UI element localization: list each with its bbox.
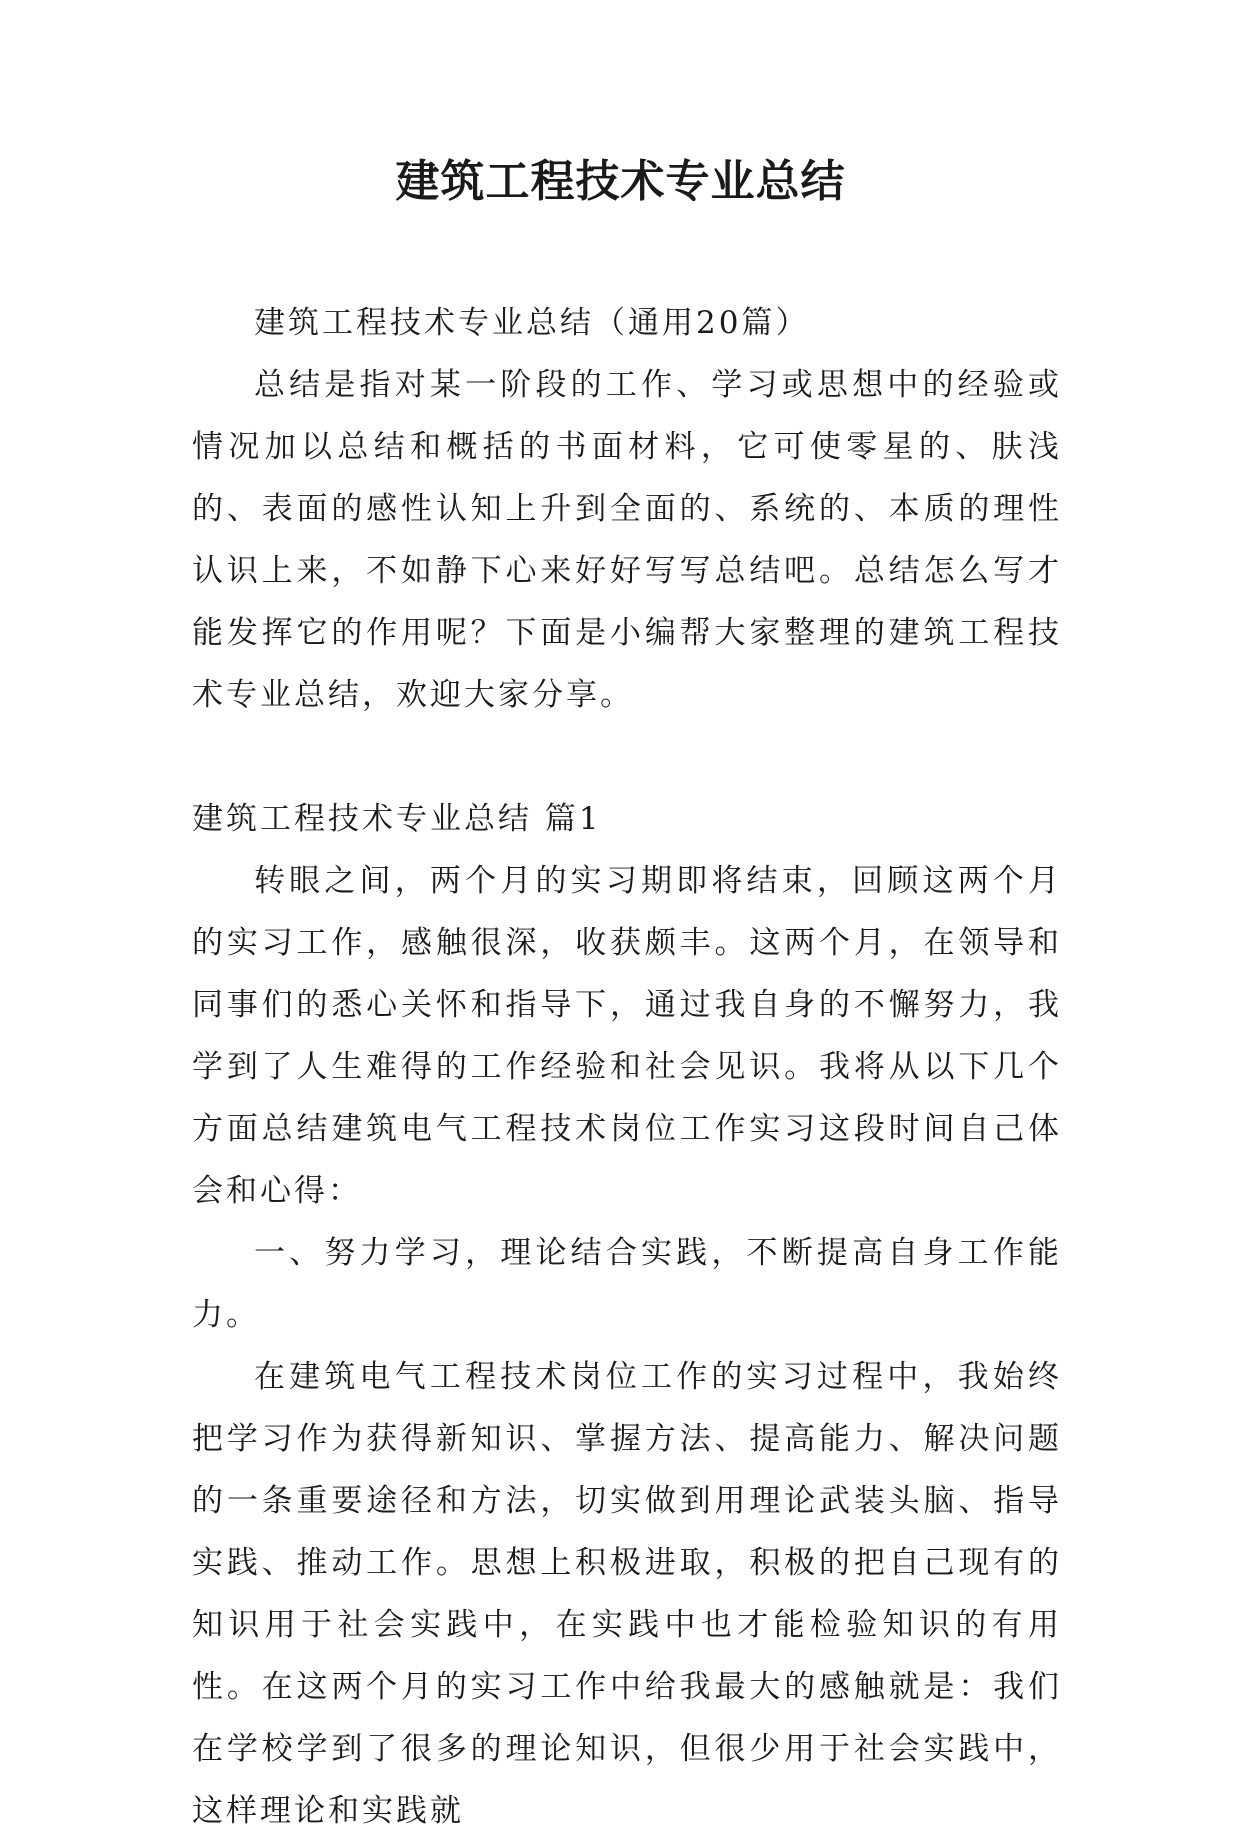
document-title: 建筑工程技术专业总结 xyxy=(395,156,846,207)
intro-paragraph: 总结是指对某一阶段的工作、学习或思想中的经验或情况加以总结和概括的书面材料，它可使零星的、肤浅的、表面的感性认知上升到全面的、系统的、本质的理性认识上来，不如静下心来好好写写总结吧。总结怎么写才能发挥它的作用呢？下面是小编帮大家整理的建筑工程技术专业总结，欢迎大家分享。 xyxy=(192,367,1062,713)
document-subtitle: 建筑工程技术专业总结（通用20篇） xyxy=(254,305,810,341)
body-paragraph: 转眼之间，两个月的实习期即将结束，回顾这两个月的实习工作，感触很深，收获颇丰。这两个月，在领导和同事们的悉心关怀和指导下，通过我自身的不懈努力，我学到了人生难得的工作经验和社会见识。我将从以下几个方面总结建筑电气工程技术岗位工作实习这段时间自己体会和心得： xyxy=(192,863,1062,1209)
body-paragraph: 一、努力学习，理论结合实践，不断提高自身工作能力。 xyxy=(192,1235,1062,1333)
section-heading: 建筑工程技术专业总结 篇1 xyxy=(192,801,602,837)
document-body xyxy=(192,292,1062,1842)
body-paragraph: 在建筑电气工程技术岗位工作的实习过程中，我始终把学习作为获得新知识、掌握方法、提高能力、解决问题的一条重要途径和方法，切实做到用理论武装头脑、指导实践、推动工作。思想上积极进取，积极的把自己现有的知识用于社会实践中，在实践中也才能检验知识的有用性。在这两个月的实习工作中给我最大的感触就是：我们在学校学到了很多的理论知识，但很少用于社会实践中，这样理论和实践就 xyxy=(192,1359,1062,1829)
section-spacer xyxy=(192,726,1062,788)
